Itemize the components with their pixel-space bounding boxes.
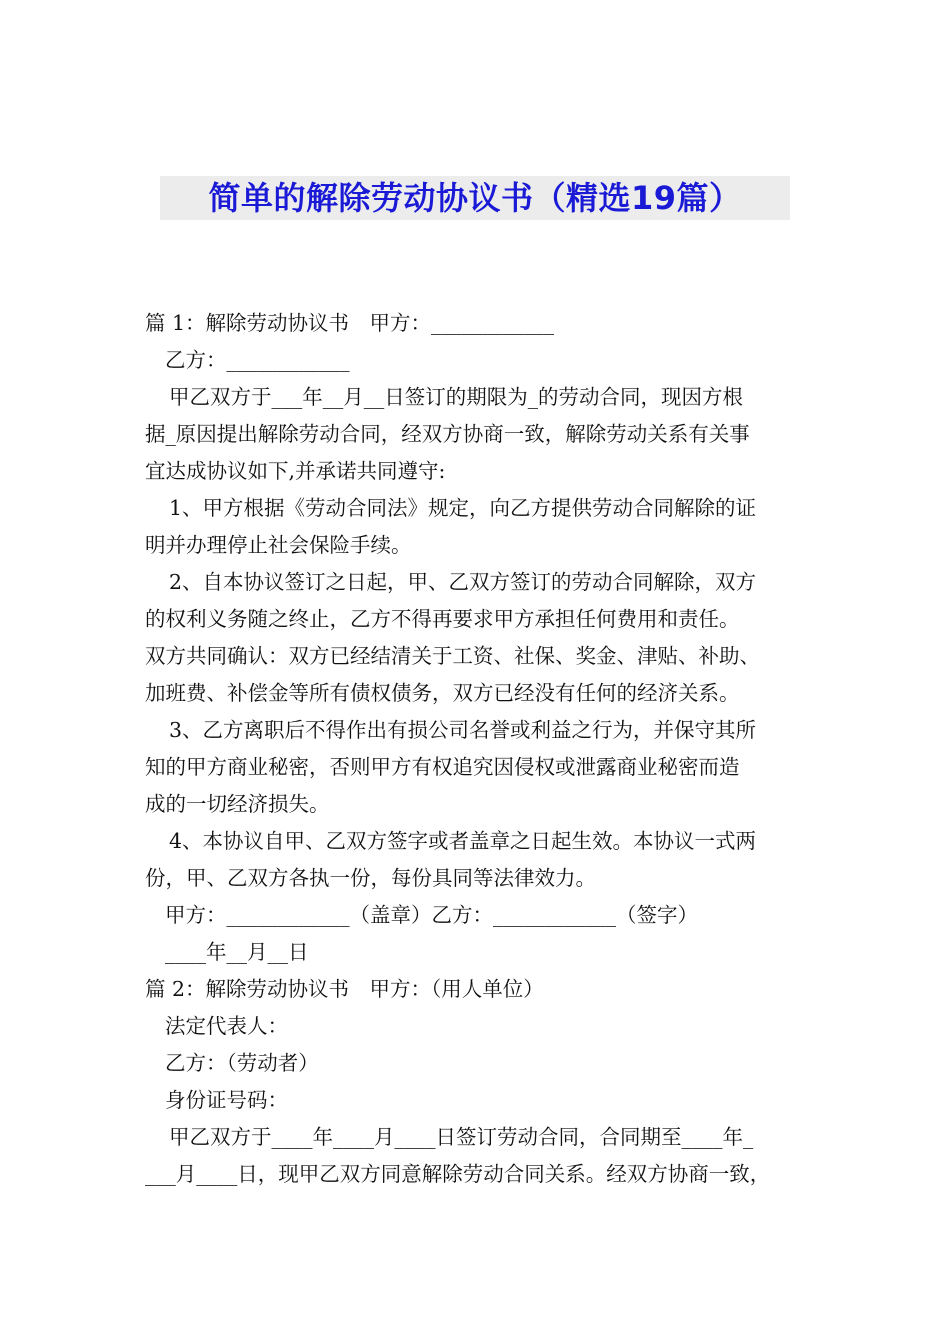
paragraph-line: 双方共同确认：双方已经结清关于工资、社保、奖金、津贴、补助、 bbox=[145, 644, 760, 668]
paragraph-line: ___月____日，现甲乙双方同意解除劳动合同关系。经双方协商一致， bbox=[145, 1162, 771, 1186]
document-title: 简单的解除劳动协议书（精选19篇） bbox=[208, 179, 742, 217]
section-2-heading: 篇 2：解除劳动协议书 甲方：（用人单位） bbox=[145, 977, 544, 1001]
id-number-line: 身份证号码： bbox=[165, 1088, 288, 1112]
clause-2: 2、自本协议签订之日起，甲、乙双方签订的劳动合同解除，双方 bbox=[169, 570, 757, 594]
paragraph-line: 份，甲、乙双方各执一份，每份具同等法律效力。 bbox=[145, 866, 596, 890]
paragraph-line: 成的一切经济损失。 bbox=[145, 792, 330, 816]
paragraph-line: 宜达成协议如下,并承诺共同遵守: bbox=[145, 459, 446, 483]
party-b-line: 乙方：（劳动者） bbox=[165, 1051, 319, 1075]
paragraph-line: 加班费、补偿金等所有债权债务，双方已经没有任何的经济关系。 bbox=[145, 681, 740, 705]
paragraph-line: 甲乙双方于___年__月__日签订的期限为_的劳动合同，现因方根 bbox=[169, 385, 743, 409]
paragraph-line: 明并办理停止社会保险手续。 bbox=[145, 533, 412, 557]
paragraph-line: 的权利义务随之终止，乙方不得再要求甲方承担任何费用和责任。 bbox=[145, 607, 740, 631]
clause-4: 4、本协议自甲、乙双方签字或者盖章之日起生效。本协议一式两 bbox=[169, 829, 757, 853]
paragraph-line: 据_原因提出解除劳动合同，经双方协商一致，解除劳动关系有关事 bbox=[145, 422, 750, 446]
clause-1: 1、甲方根据《劳动合同法》规定，向乙方提供劳动合同解除的证 bbox=[169, 496, 757, 520]
document-body bbox=[145, 305, 815, 1193]
clause-3: 3、乙方离职后不得作出有损公司名誉或利益之行为，并保守其所 bbox=[169, 718, 757, 742]
paragraph-line: 甲乙双方于____年____月____日签订劳动合同，合同期至____年_ bbox=[169, 1125, 754, 1149]
party-b-line: 乙方：____________ bbox=[165, 348, 350, 372]
date-line: ____年__月__日 bbox=[165, 940, 309, 964]
title-highlight bbox=[160, 176, 790, 220]
section-1-heading: 篇 1：解除劳动协议书 甲方：____________ bbox=[145, 311, 555, 335]
paragraph-line: 知的甲方商业秘密，否则甲方有权追究因侵权或泄露商业秘密而造 bbox=[145, 755, 740, 779]
legal-representative-line: 法定代表人： bbox=[165, 1014, 288, 1038]
signature-line: 甲方：____________（盖章）乙方：____________（签字） bbox=[165, 903, 698, 927]
